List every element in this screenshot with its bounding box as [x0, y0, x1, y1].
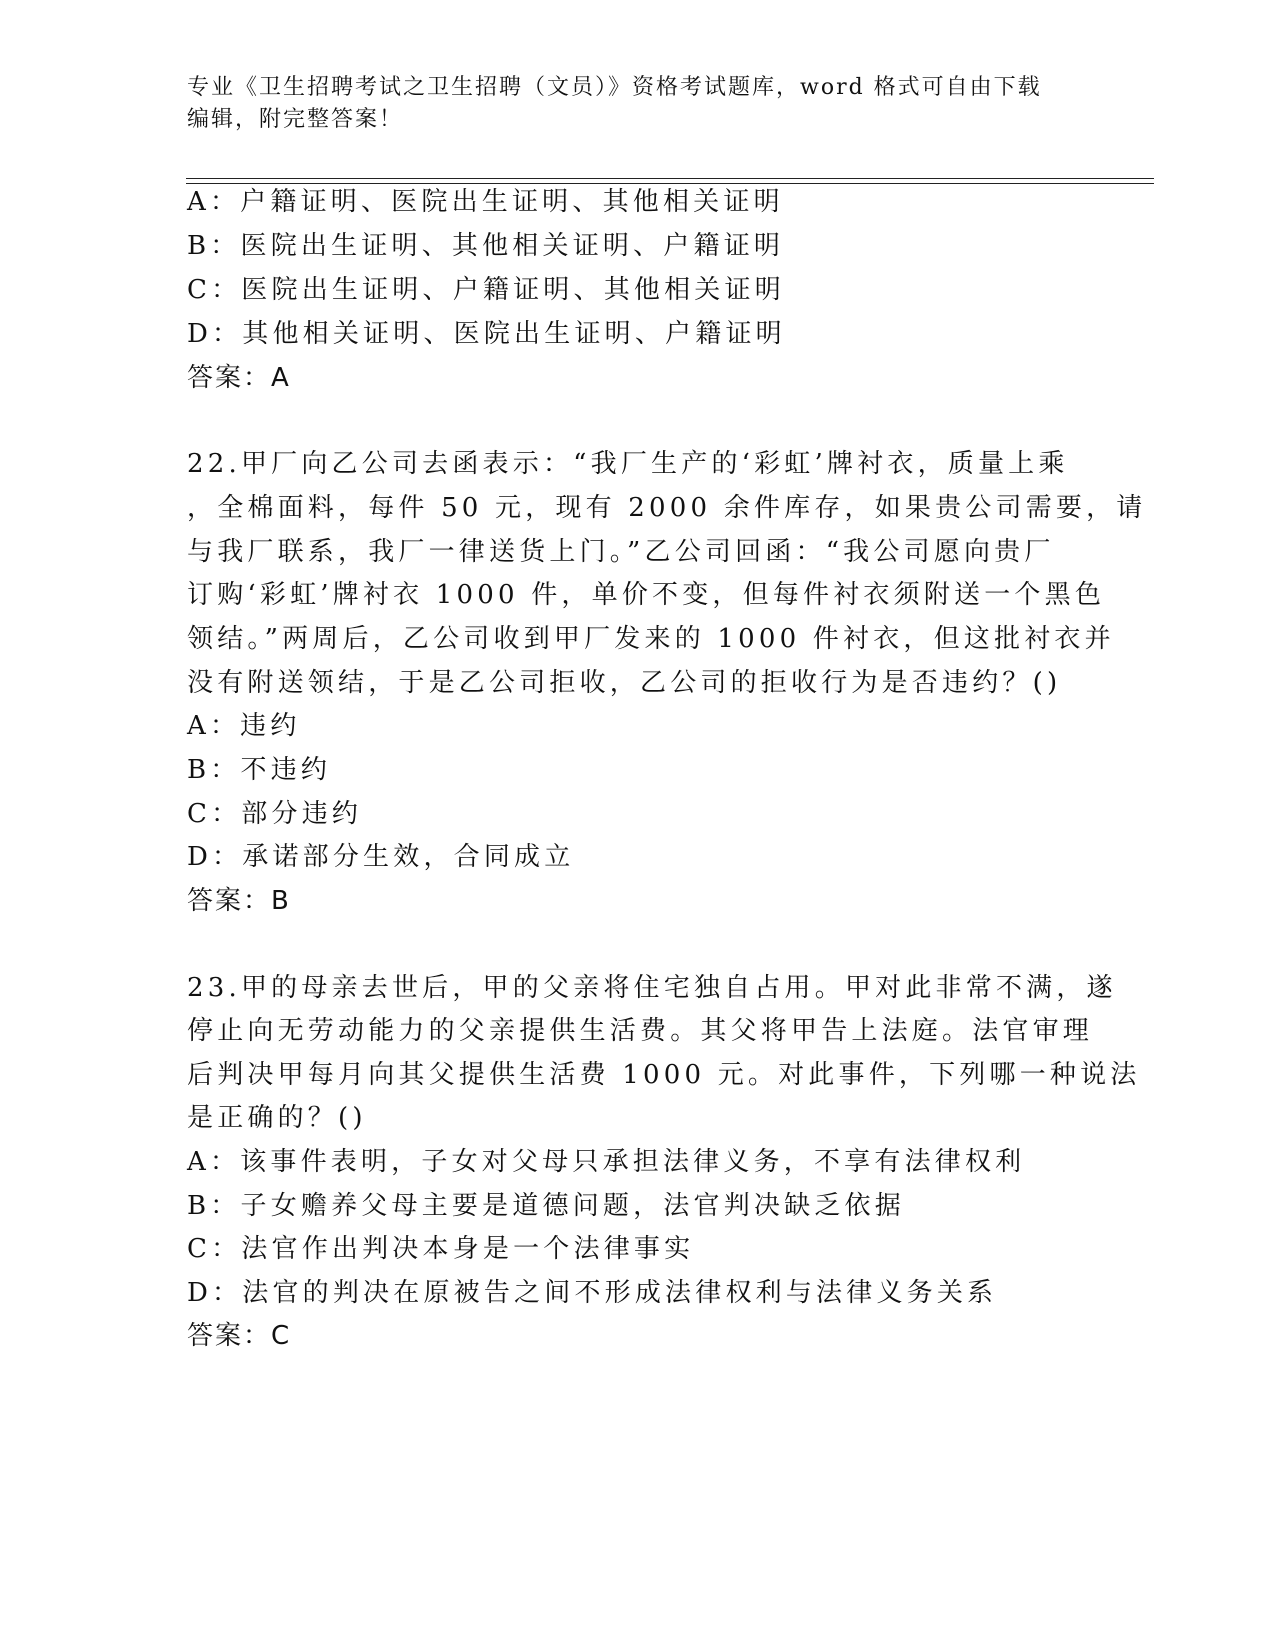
question-text-line: 订购‘彩虹’牌衬衣 1000 件，单价不变，但每件衬衣须附送一个黑色	[187, 580, 1106, 610]
option-b: B：不违约	[187, 755, 332, 785]
question-text-line: 领结。”两周后，乙公司收到甲厂发来的 1000 件衬衣，但这批衬衣并	[187, 624, 1115, 654]
option-c: C：部分违约	[187, 799, 363, 829]
answer: 答案：B	[187, 886, 291, 916]
question-text-line: 23.甲的母亲去世后，甲的父亲将住宅独自占用。甲对此非常不满，遂	[187, 973, 1117, 1003]
option-b: B：子女赡养父母主要是道德问题，法官判决缺乏依据	[187, 1191, 905, 1221]
header-line-1: 专业《卫生招聘考试之卫生招聘（文员）》资格考试题库，word 格式可自由下载	[187, 75, 1042, 100]
question-text-line: 停止向无劳动能力的父亲提供生活费。其父将甲告上法庭。法官审理	[187, 1016, 1094, 1046]
header-divider-top	[186, 178, 1154, 179]
question-text-line: 后判决甲每月向其父提供生活费 1000 元。对此事件，下列哪一种说法	[187, 1060, 1141, 1090]
document-header	[187, 72, 1087, 136]
option-c: C：医院出生证明、户籍证明、其他相关证明	[187, 275, 785, 305]
option-b: B：医院出生证明、其他相关证明、户籍证明	[187, 231, 785, 261]
answer: 答案：C	[187, 1321, 292, 1351]
header-divider-bottom	[186, 183, 1154, 184]
option-a: A：违约	[187, 711, 301, 741]
answer: 答案：A	[187, 363, 291, 393]
option-d: D：承诺部分生效，合同成立	[187, 842, 575, 872]
question-text-line: 没有附送领结，于是乙公司拒收，乙公司的拒收行为是否违约？()	[187, 668, 1062, 698]
option-d: D：法官的判决在原被告之间不形成法律权利与法律义务关系	[187, 1278, 998, 1308]
question-text-line: 与我厂联系，我厂一律送货上门。”乙公司回函：“我公司愿向贵厂	[187, 537, 1055, 567]
option-c: C：法官作出判决本身是一个法律事实	[187, 1234, 695, 1264]
option-a: A：户籍证明、医院出生证明、其他相关证明	[187, 187, 784, 217]
option-a: A：该事件表明，子女对父母只承担法律义务，不享有法律权利	[187, 1147, 1026, 1177]
question-text-line: 是正确的？()	[187, 1103, 367, 1133]
question-text-line: ，全棉面料，每件 50 元，现有 2000 余件库存，如果贵公司需要，请	[187, 493, 1147, 523]
option-d: D：其他相关证明、医院出生证明、户籍证明	[187, 319, 786, 349]
header-line-2: 编辑，附完整答案！	[187, 107, 404, 132]
question-text-line: 22.甲厂向乙公司去函表示：“我厂生产的‘彩虹’牌衬衣，质量上乘	[187, 449, 1069, 479]
